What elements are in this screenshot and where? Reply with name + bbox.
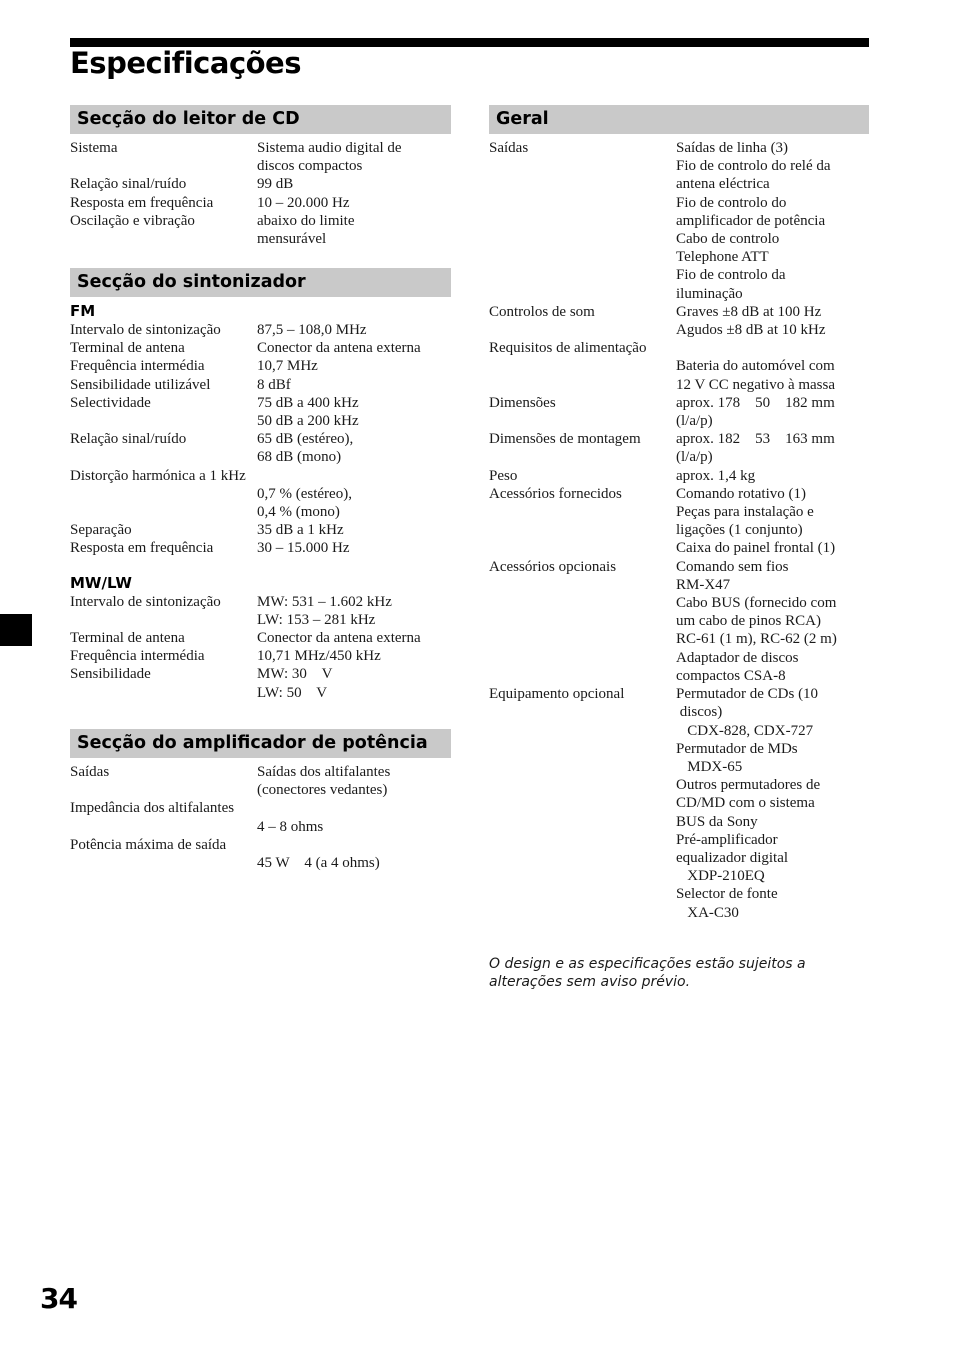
fm-spec-list (70, 321, 451, 558)
spec-label: Frequência intermédia (70, 648, 205, 665)
spec-value (676, 139, 869, 303)
spec-value-line: Fio de controlo do (676, 194, 787, 211)
spec-label: Terminal de antena (70, 340, 185, 357)
spec-value-line: abaixo do limite (257, 212, 355, 229)
spec-value (257, 763, 451, 799)
spec-row (489, 467, 869, 485)
spec-row (70, 799, 451, 835)
spec-value-line: ligações (1 conjunto) (676, 522, 803, 539)
spec-value-line: (l/a/p) (676, 413, 713, 430)
spec-value-line: 10,71 MHz/450 kHz (257, 648, 381, 665)
spec-value-line: 45 W 4 (a 4 ohms) (257, 855, 380, 872)
spec-value-line: 75 dB a 400 kHz (257, 394, 359, 411)
spec-label: Equipamento opcional (489, 686, 625, 703)
spec-row (70, 665, 451, 701)
mwlw-subheading: MW/LW (70, 573, 132, 592)
spec-value (257, 175, 451, 193)
spec-value-line: Conector da antena externa (257, 340, 421, 357)
spec-row (70, 629, 451, 647)
footnote-line: alterações sem aviso prévio. (489, 974, 691, 990)
spec-row (489, 394, 869, 430)
spec-value-line: Conector da antena externa (257, 630, 421, 647)
spec-label: Separação (70, 522, 132, 539)
spec-label: Saídas (70, 764, 110, 780)
spec-value-line: Permutador de MDs (676, 740, 798, 757)
tuner-section (70, 268, 451, 702)
fm-subheading: FM (70, 302, 96, 320)
spec-value-line: CD/MD com o sistema (676, 795, 815, 812)
spec-label: Impedância dos altifalantes (70, 800, 235, 817)
spec-value-line: Fio de controlo do relé da (676, 158, 831, 175)
spec-row (70, 394, 451, 430)
spec-value-line: 0,4 % (mono) (257, 504, 340, 521)
spec-row (70, 212, 451, 248)
spec-label: Sistema (70, 140, 118, 156)
spec-value-line: MDX-65 (676, 758, 743, 775)
spec-label: Terminal de antena (70, 630, 185, 647)
spec-row (489, 430, 869, 466)
spec-value-line: 10 – 20.000 Hz (257, 194, 350, 211)
spec-value-line: 8 dBf (257, 376, 291, 393)
spec-value-line: 50 dB a 200 kHz (257, 413, 359, 430)
spec-value (257, 139, 451, 175)
spec-row (70, 376, 451, 394)
spec-value-line: Bateria do automóvel com (676, 358, 835, 375)
spec-label: Relação sinal/ruído (70, 431, 187, 448)
tuner-section-heading: Secção do sintonizador (70, 268, 451, 297)
spec-value-line: Sistema audio digital de (257, 140, 402, 156)
spec-label: Potência máxima de saída (70, 836, 227, 853)
page-number: 34 (40, 1282, 77, 1315)
spec-value-line: 4 – 8 ohms (257, 818, 324, 835)
spec-value-line: compactos CSA-8 (676, 667, 786, 684)
spec-value-line: Comando sem fios (676, 558, 789, 575)
general-spec-list (489, 139, 869, 922)
spec-value-line: antena eléctrica (676, 176, 770, 193)
spec-value (676, 485, 869, 558)
spec-label: Resposta em frequência (70, 540, 214, 557)
spec-value-line: 65 dB (estéreo), (257, 431, 354, 448)
spec-label: Frequência intermédia (70, 358, 205, 375)
spec-row (489, 485, 869, 558)
spec-row (489, 685, 869, 922)
spec-row (70, 321, 451, 339)
spec-value (257, 647, 451, 665)
spec-value (257, 665, 451, 701)
spec-value (257, 339, 451, 357)
spec-label: Selectividade (70, 394, 151, 411)
spec-value-line: Peças para instalação e (676, 504, 814, 521)
spec-value-line: discos compactos (257, 158, 363, 175)
spec-label: Requisitos de alimentação (489, 340, 647, 357)
spec-value (676, 467, 869, 485)
spec-value-line: 87,5 – 108,0 MHz (257, 322, 367, 338)
spec-value-line: 12 V CC negativo à massa (676, 376, 836, 393)
spec-value (489, 357, 869, 393)
spec-value-line: aprox. 182 53 163 mm (676, 431, 835, 448)
spec-label: Distorção harmónica a 1 kHz (70, 467, 246, 484)
spec-value-line: Comando rotativo (1) (676, 485, 806, 502)
disclaimer-footnote (489, 955, 869, 991)
spec-value-line: (conectores vedantes) (257, 782, 388, 799)
cd-spec-list (70, 139, 451, 248)
spec-value-line: XDP-210EQ (676, 868, 765, 885)
spec-row (70, 430, 451, 466)
spec-value (676, 303, 869, 339)
spec-value-line: Telephone ATT (676, 249, 769, 266)
spec-value-line: 10,7 MHz (257, 358, 318, 375)
spec-value-line: XA-C30 (676, 904, 739, 921)
spec-value-line: iluminação (676, 285, 743, 302)
spec-value-line: 35 dB a 1 kHz (257, 522, 344, 539)
spec-value (257, 394, 451, 430)
amp-section-heading: Secção do amplificador de potência (70, 729, 451, 758)
section-tab-marker (0, 614, 32, 646)
spec-row (70, 194, 451, 212)
spec-row (70, 139, 451, 175)
spec-value-line: aprox. 1,4 kg (676, 467, 756, 484)
spec-label: Dimensões de montagem (489, 431, 641, 448)
spec-row (70, 593, 451, 629)
spec-value (676, 558, 869, 685)
spec-value-line: aprox. 178 50 182 mm (676, 394, 835, 411)
spec-value-line: LW: 50 V (257, 684, 328, 701)
mwlw-spec-list (70, 593, 451, 702)
spec-label: Peso (489, 467, 518, 484)
spec-value-line: Selector de fonte (676, 886, 778, 903)
spec-value-line: amplificador de potência (676, 212, 826, 229)
spec-value-line: Graves ±8 dB at 100 Hz (676, 303, 822, 320)
spec-value (257, 212, 451, 248)
spec-value (257, 629, 451, 647)
spec-row (489, 139, 869, 303)
spec-value (676, 685, 869, 922)
spec-row (70, 836, 451, 872)
spec-value-line: equalizador digital (676, 849, 789, 866)
spec-value (70, 818, 451, 836)
spec-row (489, 303, 869, 339)
spec-value (257, 593, 451, 629)
spec-label: Sensibilidade utilizável (70, 376, 211, 393)
spec-value-line: LW: 153 – 281 kHz (257, 611, 376, 628)
spec-value-line: Saídas de linha (3) (676, 140, 789, 156)
spec-value (257, 194, 451, 212)
spec-row (70, 521, 451, 539)
spec-value-line: MW: 30 V (257, 666, 333, 683)
cd-section (70, 105, 451, 248)
spec-value-line: Fio de controlo da (676, 267, 786, 284)
spec-label: Relação sinal/ruído (70, 176, 187, 193)
spec-label: Dimensões (489, 394, 556, 411)
spec-row (70, 175, 451, 193)
spec-value-line: Saídas dos altifalantes (257, 764, 391, 780)
spec-value-line: Adaptador de discos (676, 649, 799, 666)
spec-row (70, 539, 451, 557)
spec-label: Acessórios opcionais (489, 558, 617, 575)
spec-value (257, 430, 451, 466)
spec-label: Saídas (489, 140, 529, 156)
spec-row (70, 357, 451, 375)
spec-label: Intervalo de sintonização (70, 593, 221, 610)
spec-value-line: MW: 531 – 1.602 kHz (257, 593, 392, 610)
spec-row (70, 339, 451, 357)
spec-value (257, 539, 451, 557)
spec-value-line: Cabo de controlo (676, 231, 780, 248)
spec-value-line: RM-X47 (676, 576, 731, 593)
spec-value-line: discos) (676, 704, 723, 721)
spec-value-line: Cabo BUS (fornecido com (676, 595, 837, 612)
spec-value-line: Pré-amplificador (676, 831, 778, 848)
spec-value (257, 321, 451, 339)
spec-row (70, 763, 451, 799)
spec-value-line: Permutador de CDs (10 (676, 686, 819, 703)
spec-label: Resposta em frequência (70, 194, 214, 211)
spec-value (676, 430, 869, 466)
spec-row (70, 647, 451, 665)
spec-value (70, 485, 451, 521)
spec-value-line: 0,7 % (estéreo), (257, 485, 352, 502)
spec-value (257, 521, 451, 539)
spec-row (489, 558, 869, 685)
spec-value (676, 394, 869, 430)
spec-value-line: 68 dB (mono) (257, 449, 342, 466)
spec-value-line: mensurável (257, 231, 327, 248)
cd-section-heading: Secção do leitor de CD (70, 105, 451, 134)
spec-value-line: Agudos ±8 dB at 10 kHz (676, 322, 826, 339)
spec-value-line: 30 – 15.000 Hz (257, 540, 350, 557)
spec-value (257, 376, 451, 394)
spec-value-line: (l/a/p) (676, 449, 713, 466)
spec-label: Sensibilidade (70, 666, 151, 683)
general-section-heading: Geral (489, 105, 869, 134)
footnote-line: O design e as especificações estão sujeitos a (489, 956, 806, 972)
page-title: Especificações (70, 46, 301, 80)
spec-row (70, 467, 451, 522)
spec-value-line: CDX-828, CDX-727 (676, 722, 814, 739)
spec-value-line: Caixa do painel frontal (1) (676, 540, 836, 557)
spec-label: Oscilação e vibração (70, 212, 195, 229)
spec-value-line: um cabo de pinos RCA) (676, 613, 821, 630)
spec-label: Acessórios fornecidos (489, 485, 622, 502)
amp-spec-list (70, 763, 451, 872)
spec-value-line: Outros permutadores de (676, 777, 821, 794)
general-section (489, 105, 869, 922)
spec-value-line: 99 dB (257, 176, 294, 193)
spec-value (70, 854, 451, 872)
spec-value-line: RC-61 (1 m), RC-62 (2 m) (676, 631, 837, 648)
spec-label: Intervalo de sintonização (70, 322, 221, 338)
spec-value (257, 357, 451, 375)
amp-section (70, 729, 451, 872)
spec-row (489, 339, 869, 394)
spec-label: Controlos de som (489, 303, 595, 320)
spec-value-line: BUS da Sony (676, 813, 758, 830)
